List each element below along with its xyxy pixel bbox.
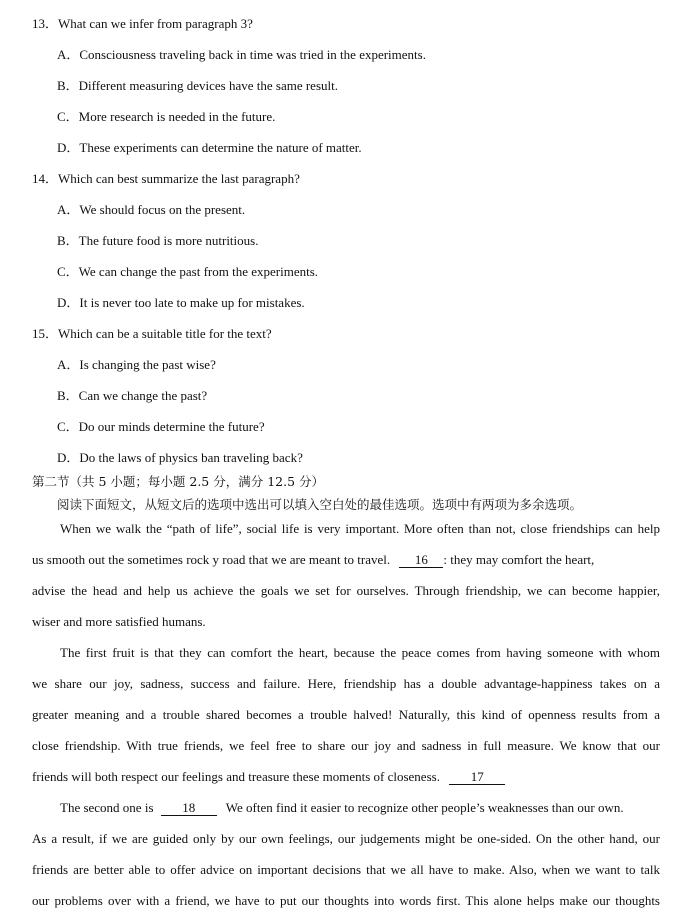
question-15-option-b: B．Can we change the past? xyxy=(57,388,208,403)
question-13-option-c: C．More research is needed in the future. xyxy=(57,109,276,124)
passage-p1-line-2-text-a: us smooth out the sometimes rock y road that we are meant to travel. xyxy=(32,552,391,567)
question-13-option-b: B．Different measuring devices have the same result. xyxy=(57,78,338,93)
question-14-option-b: B．The future food is more nutritious. xyxy=(57,233,259,248)
passage-p1-line-1: When we walk the “path of life”, social life is very important. More often than not, close friendships can help xyxy=(60,521,660,536)
question-13-option-a: A．Consciousness traveling back in time was tried in the experiments. xyxy=(57,47,426,62)
question-14-option-d: D．It is never too late to make up for mistakes. xyxy=(57,295,305,310)
passage-p3-line-3: friends are better able to offer advice on important decisions that we all have to make. Also, when we want to talk xyxy=(32,862,660,877)
passage-p2-line-4: close friendship. With true friends, we feel free to share our joy and sadness in full measure. We know that our xyxy=(32,738,660,753)
blank-17: 17 xyxy=(449,770,505,785)
passage-p1-line-2-text-b: : they may comfort the heart, xyxy=(443,552,595,567)
passage-p3-line-1-text-b: We often find it easier to recognize other people’s weaknesses than our own. xyxy=(225,800,624,815)
passage-p3-line-2: As a result, if we are guided only by our own feelings, our judgements might be one-sided. On the other hand, our xyxy=(32,831,660,846)
section-instruction: 阅读下面短文，从短文后的选项中选出可以填入空白处的最佳选项。选项中有两项为多余选项。 xyxy=(57,497,583,512)
passage-p2-line-3: greater meaning and a trouble shared becomes a trouble halved! Naturally, this kind of openness results from a xyxy=(32,707,660,722)
passage-p1-line-4: wiser and more satisfied humans. xyxy=(32,614,206,629)
passage-p3-line-4: our problems over with a friend, we have to put our thoughts into words first. This alone helps make our thoughts xyxy=(32,893,660,908)
blank-18: 18 xyxy=(161,801,217,816)
passage-p1-line-2 xyxy=(32,552,660,568)
passage-p1-line-3: advise the head and help us achieve the goals we set for ourselves. Through friendship, we can become happier, xyxy=(32,583,660,598)
passage-p2-line-2: we share our joy, sadness, success and failure. Here, friendship has a double advantage-happiness takes on a xyxy=(32,676,660,691)
section-heading: 第二节（共 5 小题；每小题 2.5 分，满分 12.5 分） xyxy=(32,474,325,489)
question-15-stem: 15．Which can be a suitable title for the text? xyxy=(32,326,272,341)
question-14-option-c: C．We can change the past from the experiments. xyxy=(57,264,319,279)
question-15-option-c: C．Do our minds determine the future? xyxy=(57,419,265,434)
passage-p2-line-5 xyxy=(32,769,660,785)
passage-p2-line-1: The first fruit is that they can comfort the heart, because the peace comes from having someone with whom xyxy=(60,645,660,660)
question-15-option-a: A．Is changing the past wise? xyxy=(57,357,216,372)
question-13-option-d: D．These experiments can determine the nature of matter. xyxy=(57,140,362,155)
question-15-option-d: D．Do the laws of physics ban traveling back? xyxy=(57,450,303,465)
passage-p2-line-5-text: friends will both respect our feelings and treasure these moments of closeness. xyxy=(32,769,440,784)
question-13-stem: 13．What can we infer from paragraph 3? xyxy=(32,16,253,31)
passage-p3-line-1-text-a: The second one is xyxy=(60,800,154,815)
question-14-stem: 14．Which can best summarize the last paragraph? xyxy=(32,171,300,186)
blank-16: 16 xyxy=(399,553,443,568)
question-14-option-a: A．We should focus on the present. xyxy=(57,202,246,217)
passage-p3-line-1 xyxy=(60,800,660,816)
